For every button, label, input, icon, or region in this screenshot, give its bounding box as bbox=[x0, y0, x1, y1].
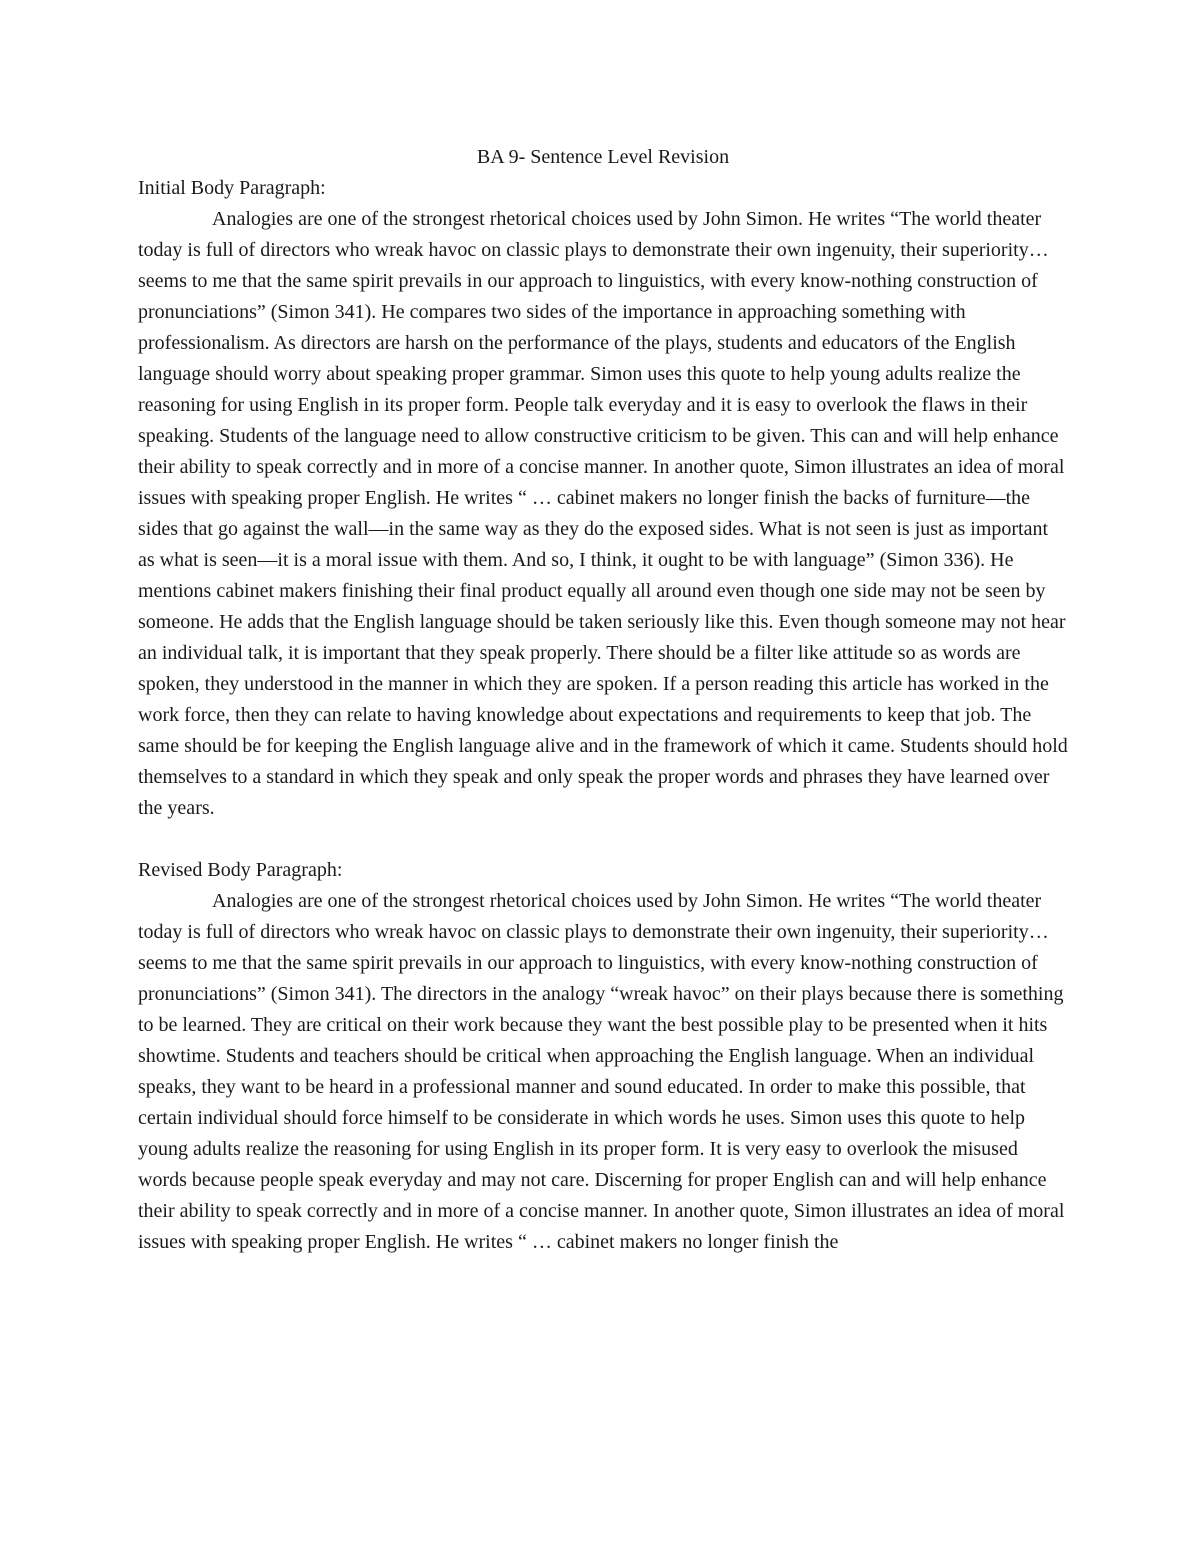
document-page bbox=[138, 142, 1068, 1258]
revised-paragraph-label: Revised Body Paragraph: bbox=[138, 859, 343, 881]
initial-paragraph: Analogies are one of the strongest rhetorical choices used by John Simon. He writes “The world theater today is full of directors who wreak havoc on classic plays to demonstrate their own ingenuity, their superiority… seems to me that the same spirit prevails in our approach to linguistics, with every know-nothing construction of pronunciations” (Simon 341). He compares two sides of the importance in approaching something with professionalism. As directors are harsh on the performance of the plays, students and educators of the English language should worry about speaking proper grammar. Simon uses this quote to help young adults realize the reasoning for using English in its proper form. People talk everyday and it is easy to overlook the flaws in their speaking. Students of the language need to allow constructive criticism to be given. This can and will help enhance their ability to speak correctly and in more of a concise manner. In another quote, Simon illustrates an idea of moral issues with speaking proper English. He writes “ … cabinet makers no longer finish the backs of furniture—the sides that go against the wall—in the same way as they do the exposed sides. What is not seen is just as important as what is seen—it is a moral issue with them. And so, I think, it ought to be with language” (Simon 336). He mentions cabinet makers finishing their final product equally all around even though one side may not be seen by someone. He adds that the English language should be taken seriously like this. Even though someone may not hear an individual talk, it is important that they speak properly. There should be a filter like attitude so as words are spoken, they understood in the manner in which they are spoken. If a person reading this article has worked in the work force, then they can relate to having knowledge about expectations and requirements to keep that job. The same should be for keeping the English language alive and in the framework of which it came. Students should hold themselves to a standard in which they speak and only speak the proper words and phrases they have learned over the years. bbox=[138, 208, 1068, 819]
document-title: BA 9- Sentence Level Revision bbox=[476, 146, 730, 168]
revised-paragraph: Analogies are one of the strongest rhetorical choices used by John Simon. He writes “The world theater today is full of directors who wreak havoc on classic plays to demonstrate their own ingenuity, their superiority… seems to me that the same spirit prevails in our approach to linguistics, with every know-nothing construction of pronunciations” (Simon 341). The directors in the analogy “wreak havoc” on their plays because there is something to be learned. They are critical on their work because they want the best possible play to be presented when it hits showtime. Students and teachers should be critical when approaching the English language. When an individual speaks, they want to be heard in a professional manner and sound educated. In order to make this possible, that certain individual should force himself to be considerate in which words he uses. Simon uses this quote to help young adults realize the reasoning for using English in its proper form. It is very easy to overlook the misused words because people speak everyday and may not care. Discerning for proper English can and will help enhance their ability to speak correctly and in more of a concise manner. In another quote, Simon illustrates an idea of moral issues with speaking proper English. He writes “ … cabinet makers no longer finish the bbox=[138, 890, 1065, 1253]
section-gap bbox=[138, 824, 1068, 855]
initial-paragraph-label: Initial Body Paragraph: bbox=[138, 177, 326, 199]
